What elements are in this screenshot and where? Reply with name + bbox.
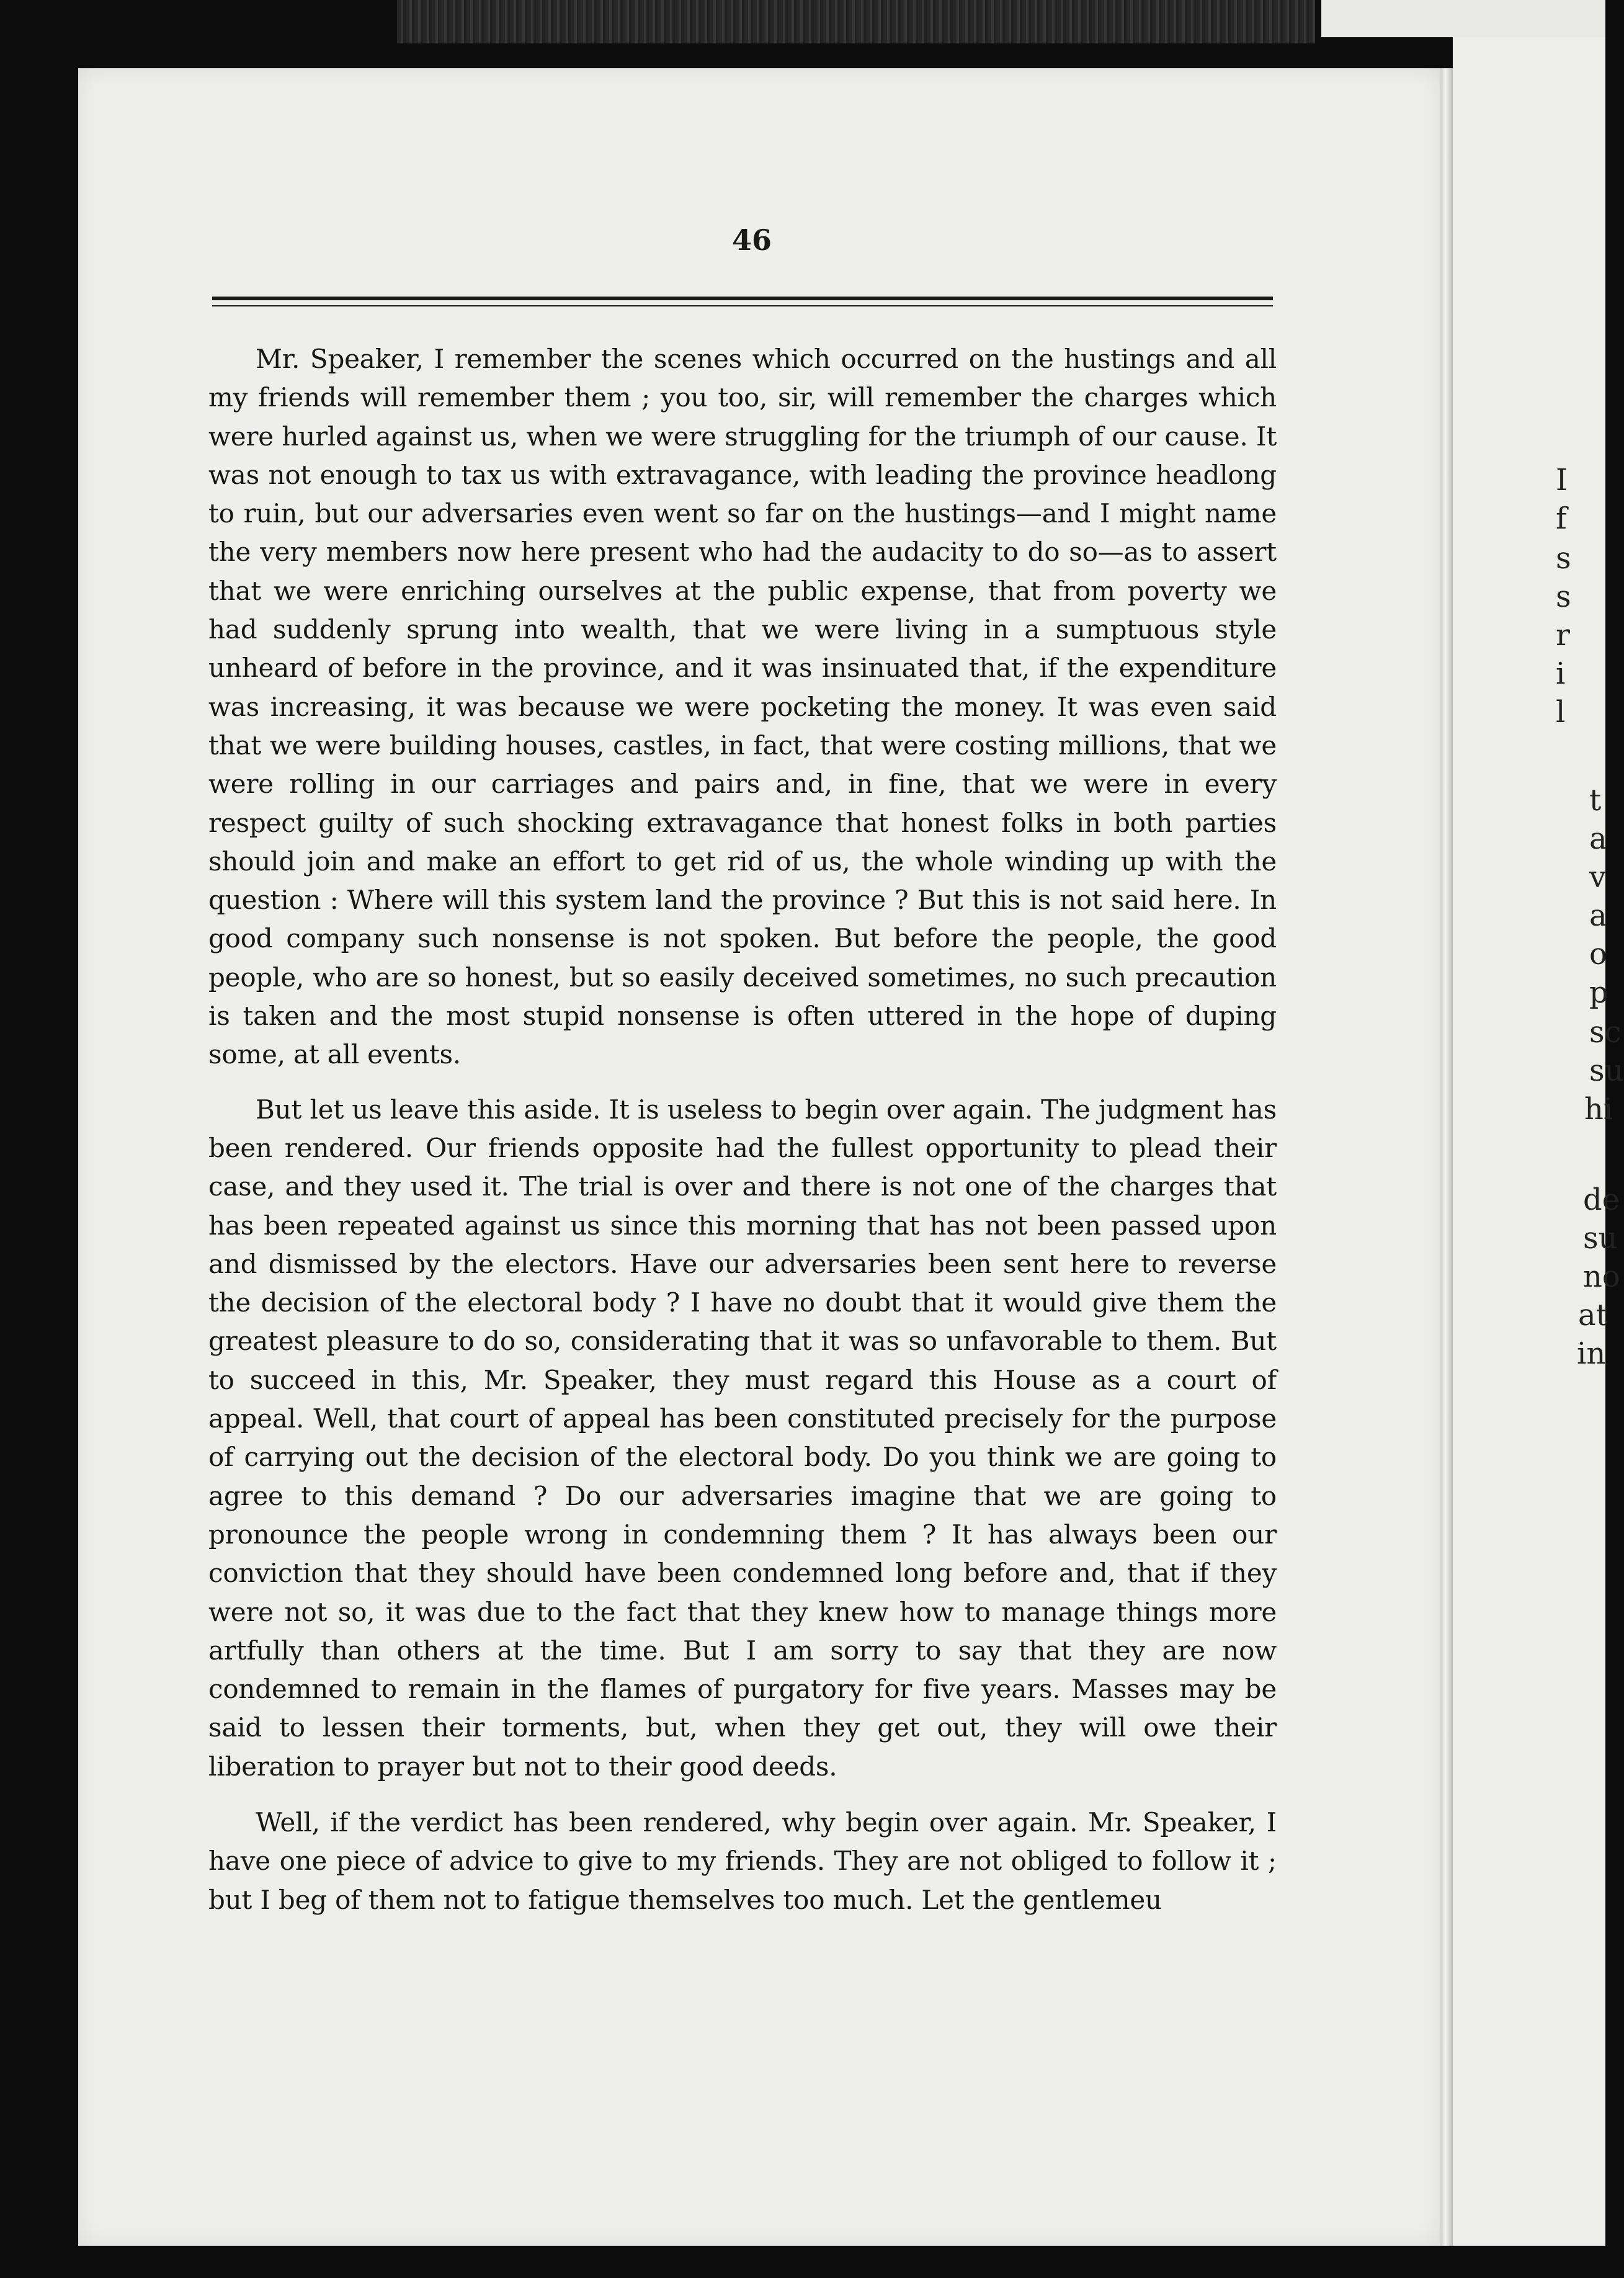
facing-page-fragment: t <box>1589 783 1602 818</box>
facing-page-fragment: l <box>1556 695 1566 730</box>
facing-page-fragment: no <box>1583 1259 1620 1294</box>
facing-page-fragment: s <box>1556 579 1571 614</box>
facing-page-fragment: hi <box>1584 1092 1613 1127</box>
facing-page-fragment: o <box>1589 937 1607 972</box>
body-text <box>208 340 1277 1919</box>
facing-page-fragment: i <box>1556 656 1566 691</box>
facing-page-fragment: su <box>1583 1221 1618 1256</box>
scanner-edge-top <box>397 0 1315 43</box>
facing-page-fragment: s <box>1556 541 1571 576</box>
header-rule-thin <box>212 305 1273 306</box>
facing-page-fragment: at <box>1578 1298 1608 1333</box>
facing-page-fragment: v <box>1589 860 1607 895</box>
facing-page-fragment: su <box>1589 1053 1624 1088</box>
paragraph: Mr. Speaker, I remember the scenes which occurred on the hustings and all my friends will remember them ; you too, sir, will remember the charges which were hurled against us, when we were struggling for the triumph of our cause. It was not enough to tax us with extravagance, with leading the province headlong to ruin, but our adversaries even went so far on the hustings—and I might name the very members now here present who had the audacity to do so—as to assert that we were enriching ourselves at the public expense, that from poverty we had suddenly sprung into wealth, that we were living in a sumptuous style unheard of before in the province, and it was insinuated that, if the expenditure was increasing, it was because we were pocketing the money. It was even said that we were building houses, castles, in fact, that were costing millions, that we were rolling in our carriages and pairs and, in fine, that we were in every respect guilty of such shocking extravagance that honest folks in both parties should join and make an effort to get rid of us, the whole winding up with the question : Where will this system land the province ? But this is not said here. In good company such nonsense is not spoken. But before the people, the good people, who are so honest, but so easily deceived sometimes, no such precaution is taken and the most stupid nonsense is often uttered in the hope of duping some, at all events. <box>208 344 1277 1070</box>
facing-page-fragment: sc <box>1589 1015 1622 1050</box>
facing-page-fragment: in <box>1577 1336 1606 1371</box>
facing-page-fragment: de <box>1583 1182 1620 1217</box>
facing-page-fragment: p <box>1589 975 1608 1010</box>
page-spine <box>1440 68 1453 2246</box>
header-rule-thick <box>212 297 1273 300</box>
facing-page-fragment: a <box>1589 821 1607 856</box>
page-number: 46 <box>732 223 772 257</box>
scanner-edge-card <box>1321 0 1605 37</box>
facing-page-fragment: r <box>1556 618 1570 653</box>
facing-page-fragment: f <box>1556 501 1567 536</box>
facing-page-fragment: I <box>1556 463 1568 498</box>
facing-page <box>1453 37 1624 2246</box>
paragraph: Well, if the verdict has been rendered, why begin over again. Mr. Speaker, I have one piece of advice to give to my friends. They are not obliged to follow it ; but I beg of them not to fatigue themselves too much. Let the gentlemeu <box>208 1807 1277 1915</box>
facing-page-fragment: a <box>1589 898 1607 933</box>
paragraph: But let us leave this aside. It is useless to begin over again. The judgment has been rendered. Our friends opposite had the fullest opportunity to plead their case, and they used it. The trial is over and there is not one of the charges that has been repeated against us since this morning that has not been passed upon and dismissed by the electors. Have our adversaries been sent here to reverse the decision of the electoral body ? I have no doubt that it would give them the greatest pleasure to do so, considerating that it was so unfavorable to them. But to succeed in this, Mr. Speaker, they must regard this House as a court of appeal. Well, that court of appeal has been constituted precisely for the purpose of carrying out the decision of the electoral body. Do you think we are going to agree to this demand ? Do our adversaries imagine that we are going to pronounce the people wrong in condemning them ? It has always been our conviction that they should have been condemned long before and, that if they were not so, it was due to the fact that they knew how to manage things more artfully than others at the time. But I am sorry to say that they are now condemned to remain in the flames of purgatory for five years. Masses may be said to lessen their torments, but, when they get out, they will owe their liberation to prayer but not to their good deeds. <box>208 1094 1277 1782</box>
